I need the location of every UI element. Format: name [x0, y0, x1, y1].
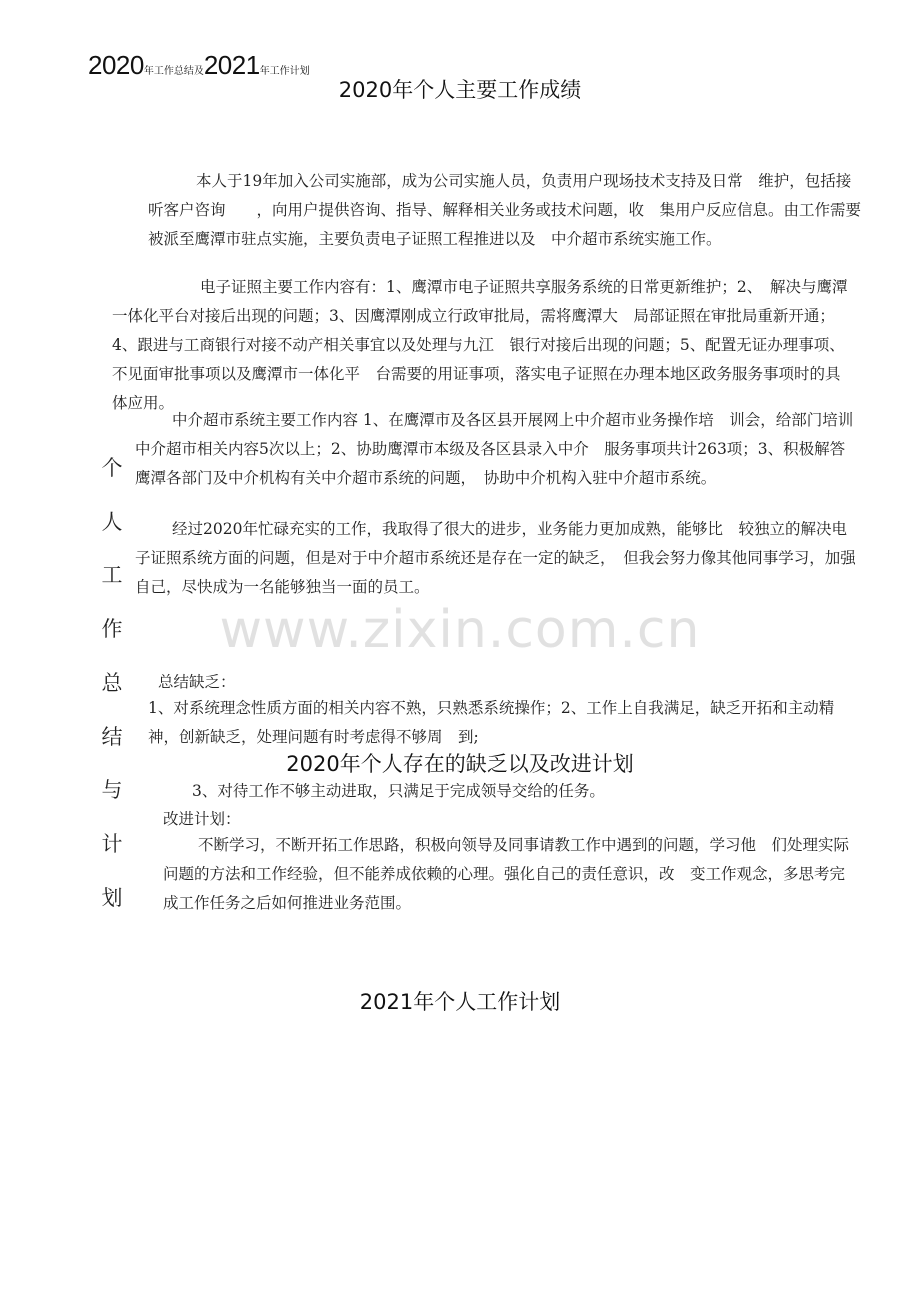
vertical-char: 计	[101, 831, 123, 856]
title-2021-plan: 2021年个人工作计划	[359, 990, 561, 1014]
header-summary-label: 年工作总结及	[143, 66, 204, 77]
vertical-char: 结	[101, 724, 123, 749]
vertical-char: 与	[101, 778, 123, 803]
title-shortcomings-improvement: 2020年个人存在的缺乏以及改进计划	[286, 752, 634, 776]
vertical-section-title	[97, 442, 127, 925]
improvement-label: 改进计划：	[163, 810, 241, 828]
header-plan-label: 年工作计划	[259, 66, 310, 77]
shortcomings-list: 1、对系统理念性质方面的相关内容不熟，只熟悉系统操作；2、工作上自我满足，缺乏开拓和主动精神，创新缺乏，处理问题有时考虑得不够周 到;	[148, 699, 835, 746]
vertical-char: 个	[101, 456, 123, 480]
paragraph-conclusion: 经过2020年忙碌充实的工作，我取得了很大的进步，业务能力更加成熟，能够比 较独立的解决电子证照系统方面的问题，但是对于中介超市系统还是存在一定的缺乏， 但我会努力像其他同事学习，加强自己，尽快成为一名能够独当一面的员工。	[135, 520, 856, 596]
improvement-plan-text: 不断学习，不断开拓工作思路，积极向领导及同事请教工作中遇到的问题，学习他 们处理实际问题的方法和工作经验，但不能养成依赖的心理。强化自己的责任意识，改 变工作观念，多思考完成工作任务之后如何推进业务范围。	[163, 836, 850, 912]
paragraph-agency-market: 中介超市系统主要工作内容 1、在鹰潭市及各区县开展网上中介超市业务操作培 训会，给部门培训中介超市相关内容5次以上；2、协助鹰潭市本级及各区县录入中介 服务事项共计263项；3、积极解答鹰潭各部门及中介机构有关中介超市系统的问题， 协助中介机构入驻中介超市系统。	[135, 411, 854, 487]
paragraph-e-license: 电子证照主要工作内容有：1、鹰潭市电子证照共享服务系统的日常更新维护；2、 解决与鹰潭一体化平台对接后出现的问题；3、因鹰潭刚成立行政审批局，需将鹰潭大 局部证照在审批局重新开通；4、跟进与工商银行对接不动产相关事宜以及处理与九江 银行对接后出现的问题；5、配置无证办理事项、不见面审批事项以及鹰潭市一体化平 台需要的用证事项，落实电子证照在办理本地区政务服务事项时的具体应用。	[112, 278, 848, 412]
shortcoming-item-3: 3、对待工作不够主动进取，只满足于完成领导交给的任务。	[192, 782, 605, 800]
title-achievements: 2020年个人主要工作成绩	[338, 78, 582, 102]
header-year-2021: 2021	[203, 50, 260, 80]
shortcomings-label: 总结缺乏：	[158, 673, 236, 691]
vertical-char: 作	[101, 617, 123, 642]
vertical-char: 划	[101, 885, 123, 910]
paragraph-intro: 本人于19年加入公司实施部，成为公司实施人员，负责用户现场技术支持及日常 维护，包括接听客户咨询 ，向用户提供咨询、指导、解释相关业务或技术问题，收 集用户反应信息。由工作需要被派至鹰潭市驻点实施，主要负责电子证照工程推进以及 中介超市系统实施工作。	[148, 172, 862, 248]
watermark: www.zixin.com.cn	[219, 600, 701, 660]
header-year-2020: 2020	[88, 50, 144, 80]
vertical-char: 总	[101, 670, 123, 695]
vertical-char: 工	[101, 563, 123, 588]
vertical-char: 人	[101, 509, 123, 534]
